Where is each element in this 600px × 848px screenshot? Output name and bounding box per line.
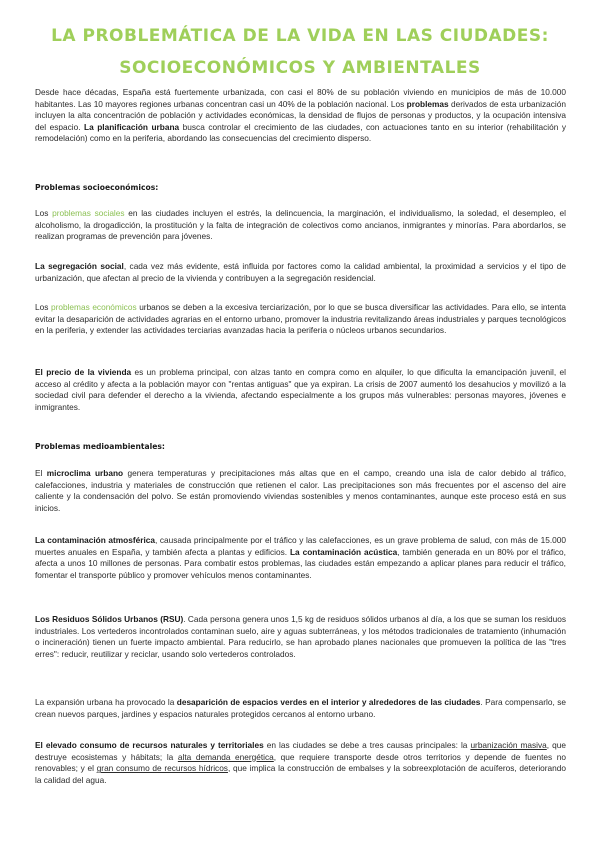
resources-paragraph: El elevado consumo de recursos naturales y territoriales en las ciudades se debe a tres causas principales: la urbanización masiva, que destruye ecosistemas y hábitats; la alta demanda energética, que requiere transporte desde otros territorios y depende de fuentes no renovables; y el gran consumo de recursos hídricos, que implica la construcción de embalses y la sobreexplotación de acuíferos, deteriorando la calidad del agua. (35, 740, 566, 785)
intro-paragraph: Desde hace décadas, España está fuertemente urbanizada, con casi el 80% de su población viviendo en municipios de más de 10.000 habitantes. Las 10 mayores regiones urbanas concentran casi un 40% de la población nacional. Los problemas derivados de esta urbanización incluyen la alta concentración de población y actividades económicas, la densidad de flujos de personas y productos, y la ocupación intensiva del espacio. La planificación urbana busca controlar el crecimiento de las ciudades, con actuaciones tanto en su interior (rehabilitación y remodelación) como en la periferia, abordando las consecuencias del crecimiento disperso. (35, 87, 566, 144)
waste-paragraph: Los Residuos Sólidos Urbanos (RSU). Cada persona genera unos 1,5 kg de residuos sólidos urbanos al día, a los que se suman los residuos industriales. Los vertederos incontrolados contaminan suelo, aire y aguas subterráneas, y los métodos tradicionales de tratamiento (inhumación o incineración) tienen un fuerte impacto ambiental. Para reducirlo, se han aprobado planes nacionales que promueven la política de las "tres erres": reducir, reutilizar y reciclar, usando solo vertederos controlados. (35, 614, 566, 659)
pollution-paragraph: La contaminación atmosférica, causada principalmente por el tráfico y las calefacciones, es un grave problema de salud, con más de 15.000 muertes anuales en España, y también afecta a plantas y edificios. La contaminación acústica, también generada en un 80% por el tráfico, afecta a unos 10 millones de personas. Para combatir estos problemas, las ciudades están empezando a aplicar planes para reducir el tráfico, fomentar el transporte público y promover vehículos menos contaminantes. (35, 535, 567, 580)
section-heading-environmental: Problemas medioambientales: (35, 442, 165, 451)
page-title-line-1: LA PROBLEMÁTICA DE LA VIDA EN LAS CIUDADES: (51, 26, 549, 46)
economic-problems-paragraph: Los problemas económicos urbanos se deben a la excesiva terciarización, por lo que se busca diversificar las actividades. Para ello, se intenta evitar la desaparición de actividades agrarias en el entorno urbano, promover la industria revitalizando áreas industriales y parques tecnológicos en la periferia, y extender las actividades terciarias avanzadas hacia la periferia o núcleos urbanos secundarios. (35, 302, 566, 336)
page-title-line-2: SOCIOECONÓMICOS Y AMBIENTALES (119, 58, 481, 78)
green-spaces-paragraph: La expansión urbana ha provocado la desaparición de espacios verdes en el interior y alrededores de las ciudades. Para compensarlo, se crean nuevos parques, jardines y espacios naturales protegidos cercanos al entorno urbano. (35, 697, 566, 719)
social-problems-paragraph: Los problemas sociales en las ciudades incluyen el estrés, la delincuencia, la marginación, el individualismo, la soledad, el desempleo, el alcoholismo, la drogadicción, la prostitución y la falta de integración de colectivos como ancianos, inmigrantes y minorías. Para abordarlos, se realizan programas de prevención para jóvenes. (35, 208, 566, 242)
section-heading-socioeconomic: Problemas socioeconómicos: (35, 183, 159, 192)
housing-paragraph: El precio de la vivienda es un problema principal, con alzas tanto en compra como en alquiler, lo que dificulta la emancipación juvenil, el acceso al crédito y afecta a la población mayor con "rentas antiguas" que ya expiran. La crisis de 2007 aumentó los desahucios y movilizó a la sociedad civil para defender el derecho a la vivienda, afectando especialmente a los grupos más vulnerables: personas mayores, jóvenes e inmigrantes. (35, 367, 566, 412)
segregation-paragraph: La segregación social, cada vez más evidente, está influida por factores como la calidad ambiental, la proximidad a servicios y el tipo de urbanización, que afectan al precio de la vivienda y contribuyen a la segregación residencial. (35, 261, 567, 283)
microclimate-paragraph: El microclima urbano genera temperaturas y precipitaciones más altas que en el campo, creando una isla de calor debido al tráfico, calefacciones, industria y materiales de construcción que retienen el calor. Las precipitaciones son más frecuentes por el ascenso del aire caliente y la condensación del polvo. Se están promoviendo viviendas sostenibles y menos contaminantes, aunque este proceso está en sus inicios. (35, 468, 567, 513)
